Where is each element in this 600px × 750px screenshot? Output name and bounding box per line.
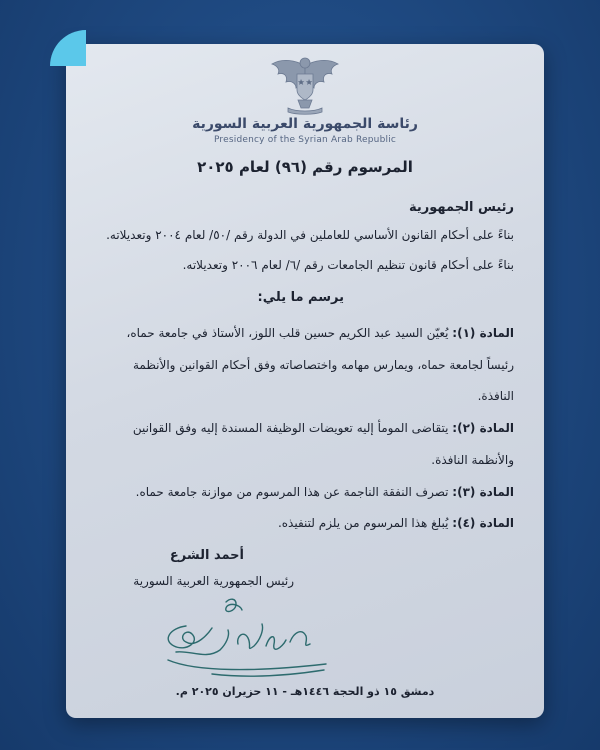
- presidency-arabic: رئاسة الجمهورية العربية السورية: [192, 116, 418, 132]
- article-4: [88, 516, 514, 530]
- article-text: النافذة.: [477, 389, 514, 403]
- signatory-name: أحمد الشرع: [169, 548, 244, 563]
- decree-document: [66, 44, 544, 718]
- article-label: المادة (٣):: [452, 485, 514, 499]
- article-label: المادة (١):: [452, 326, 514, 340]
- syrian-eagle-emblem-icon: [268, 52, 342, 116]
- article-text: والأنظمة النافذة.: [431, 453, 514, 467]
- preamble-line: بناءً على أحكام القانون الأساسي للعاملين في الدولة رقم /٥٠/ لعام ٢٠٠٤ وتعديلاته.: [106, 228, 514, 242]
- article-label: المادة (٤):: [452, 516, 514, 530]
- preamble-line: بناءً على أحكام قانون تنظيم الجامعات رقم /٦/ لعام ٢٠٠٦ وتعديلاته.: [182, 258, 514, 272]
- decrees-intro: يرسم ما يلي:: [257, 290, 344, 305]
- handwritten-signature-icon: [156, 594, 336, 694]
- issuer-heading: رئيس الجمهورية: [409, 200, 514, 215]
- corner-accent: [50, 30, 86, 66]
- article-label: المادة (٢):: [452, 421, 514, 435]
- article-3: [88, 485, 514, 499]
- date-line: دمشق ١٥ ذو الحجة ١٤٤٦هـ - ١١ حزيران ٢٠٢٥ م.: [175, 685, 435, 698]
- article-2: [88, 421, 514, 435]
- article-text: يُعيّن السيد عبد الكريم حسين قلب اللوز، الأستاذ في جامعة حماه،: [126, 326, 449, 340]
- article-text: يتقاضى المومأ إليه تعويضات الوظيفة المسندة إليه وفق القوانين: [132, 421, 449, 435]
- article-text: تصرف النفقة الناجمة عن هذا المرسوم من موازنة جامعة حماه.: [135, 485, 449, 499]
- article-1: [88, 326, 514, 340]
- presidency-english: Presidency of the Syrian Arab Republic: [213, 135, 397, 145]
- article-text: رئيساً لجامعة حماه، ويمارس مهامه واختصاصاته وفق أحكام القوانين والأنظمة: [132, 358, 514, 372]
- decree-title: المرسوم رقم (٩٦) لعام ٢٠٢٥: [197, 158, 413, 176]
- article-text: يُبلغ هذا المرسوم من يلزم لتنفيذه.: [277, 516, 449, 530]
- signatory-title: رئيس الجمهورية العربية السورية: [133, 574, 294, 588]
